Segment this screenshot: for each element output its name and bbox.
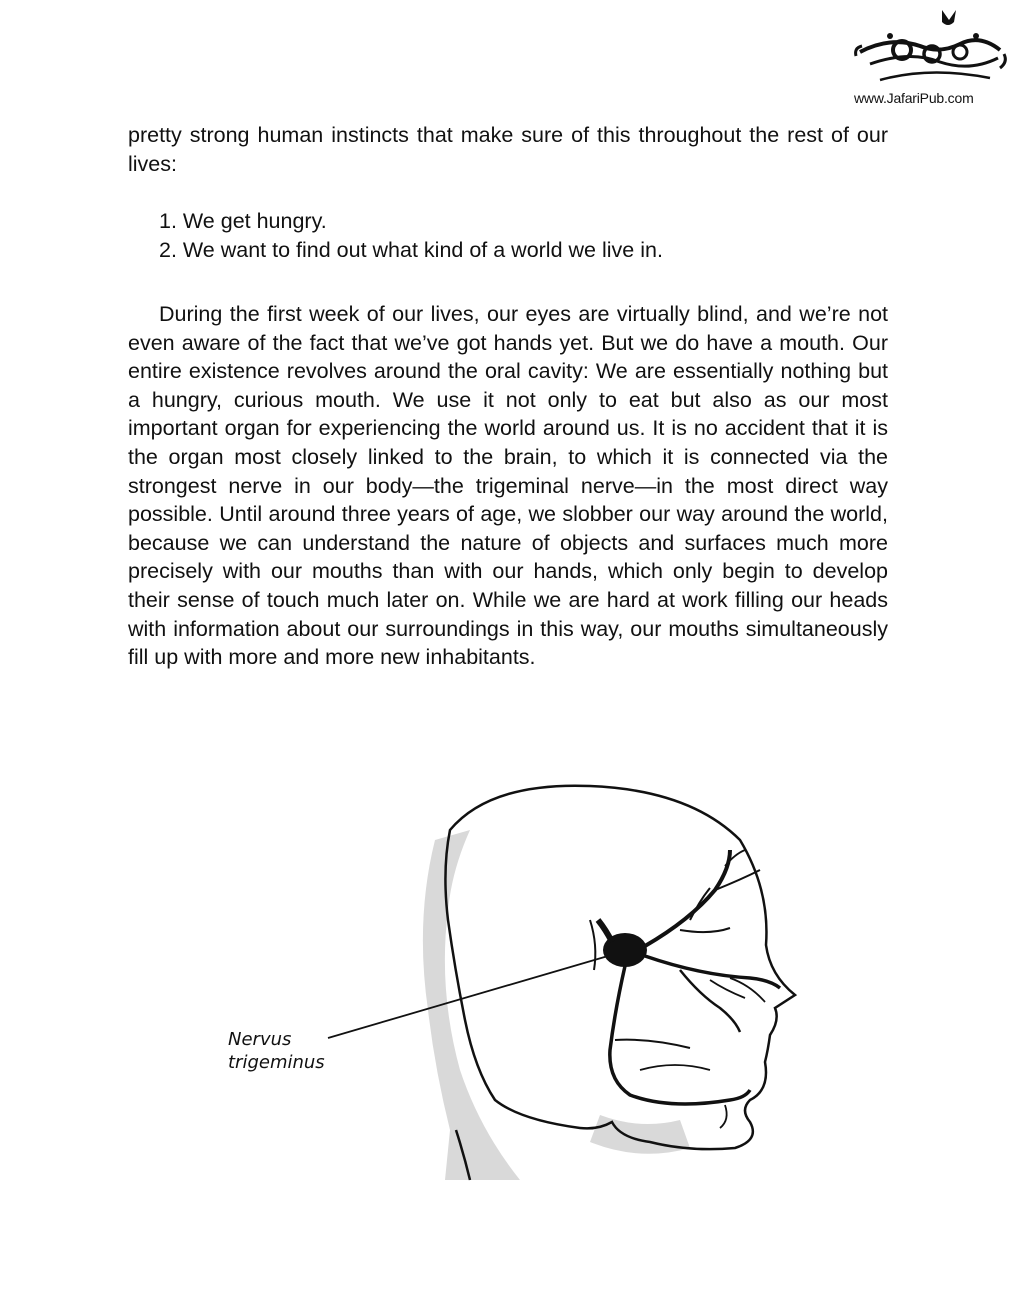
- body-paragraph: [128, 300, 888, 672]
- list-item: 1. We get hungry.: [159, 209, 327, 233]
- body-text: During the first week of our lives, our eyes are virtually blind, and we’re not even aware of the fact that we’ve got hands yet. But we do have a mouth. Our entire existence revolves around the oral cavity: We are essentially nothing but a hungry, curious mouth. We use it not only to eat but also as our most important organ for experiencing the world around us. It is no accident that it is the organ most closely linked to the brain, to which it is connected via the strongest nerve in our body—the trigeminal nerve—in the most direct way possible. Until around three years of age, we slobber our way around the world, because we can understand the nature of objects and surfaces much more precisely with our mouths than with our hands, which only begin to develop their sense of touch much later on. While we are hard at work filling our heads with information about our surroundings in this way, our mouths simultaneously fill up with more and more new inhabitants.: [128, 302, 888, 670]
- instincts-list: [159, 207, 663, 264]
- jafari-calligraphy-logo-icon: [850, 6, 1010, 90]
- head-profile-trigeminal-nerve-icon: [220, 770, 820, 1190]
- figure-label-line1: Nervus: [228, 1029, 292, 1050]
- intro-paragraph: [128, 121, 888, 178]
- figure-label: [228, 1028, 325, 1074]
- intro-text: pretty strong human instincts that make sure of this throughout the rest of our lives:: [128, 123, 888, 176]
- publisher-logo: [850, 6, 1010, 106]
- publisher-url: www.JafariPub.com: [854, 90, 974, 106]
- list-item: 2. We want to find out what kind of a world we live in.: [159, 237, 663, 262]
- trigeminal-figure: [220, 770, 820, 1190]
- figure-label-line2: trigeminus: [228, 1052, 325, 1073]
